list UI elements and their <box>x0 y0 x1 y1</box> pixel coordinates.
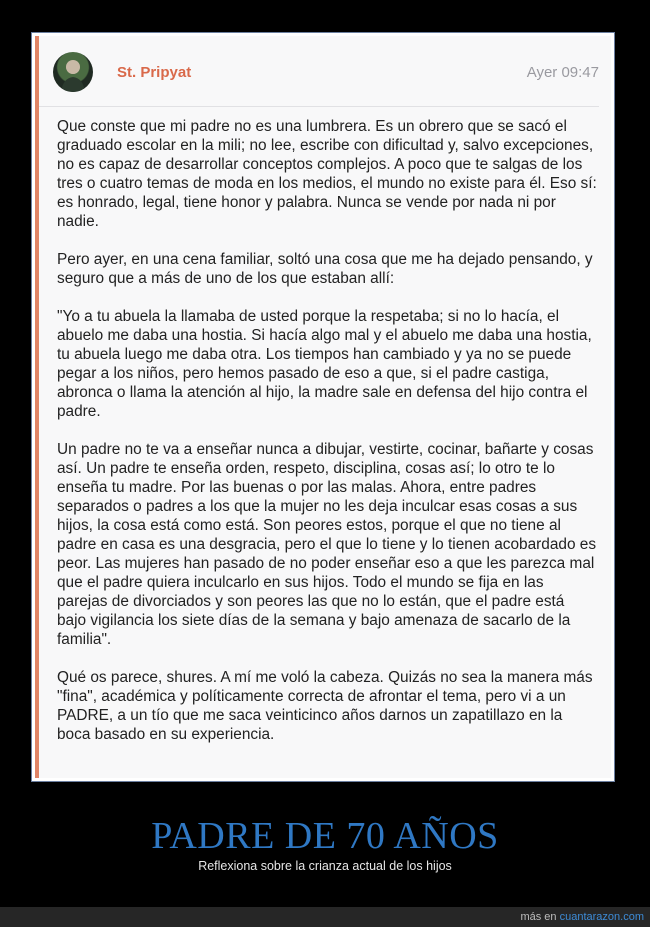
post-paragraph: Qué os parece, shures. A mí me voló la cabeza. Quizás no sea la manera más "fina", académica y políticamente correcta de afrontar el tema, pero vi a un PADRE, a un tío que me saca veinticinco años darnos un zapatillazo en la boca basado en su experiencia. <box>57 669 593 743</box>
site-footer <box>0 907 650 927</box>
site-link[interactable]: cuantarazon.com <box>559 911 644 923</box>
avatar[interactable] <box>53 52 93 92</box>
user-avatar-icon <box>53 52 93 92</box>
screenshot-frame <box>31 32 615 782</box>
post-paragraph: Pero ayer, en una cena familiar, soltó una cosa que me ha dejado pensando, y seguro que a más de uno de los que estaban allí: <box>57 251 593 287</box>
post-author[interactable]: St. Pripyat <box>117 64 192 81</box>
footer-prefix: más en <box>520 911 557 923</box>
post-timestamp: Ayer 09:47 <box>526 64 599 81</box>
post-header <box>39 36 599 107</box>
forum-post <box>35 36 611 778</box>
post-paragraph: Un padre no te va a enseñar nunca a dibujar, vestirte, cocinar, bañarte y cosas así. Un padre te enseña orden, respeto, disciplina, cosas así; lo otro te lo enseña tu madre. Por las buenas o por las malas. Ahora, entre padres separados o padres a los que la mujer no les deja inculcar esas cosas a sus hijos, la cosa está como está. Son peores estos, porque el que no tiene al padre en casa es una desgracia, pero el que lo tiene y lo tienen acobardado es peor. Las mujeres han pasado de no poder enseñar eso a que les parezca mal que el padre quiera inculcarlo en sus hijos. Todo el mundo se fija en las parejas de divorciados y son peores las que no lo están, que el padre está bajo vigilancia los siete días de la semana y bajo amenaza de sacarlo de la familia". <box>57 441 597 648</box>
post-paragraph: "Yo a tu abuela la llamaba de usted porque la respetaba; si no lo hacía, el abuelo me daba una hostia. Si hacía algo mal y el abuelo me daba una hostia, tu abuela luego me daba otra. Los tiempos han cambiado y ya no se puede pegar a los niños, pero hemos pasado de eso a que, si el padre castiga, abronca o llama la atención al hijo, la madre sale en defensa del hijo contra el padre. <box>57 308 592 420</box>
post-body <box>57 117 597 763</box>
caption-subtitle: Reflexiona sobre la crianza actual de los hijos <box>198 859 452 873</box>
post-paragraph: Que conste que mi padre no es una lumbrera. Es un obrero que se sacó el graduado escolar en la mili; no lee, escribe con dificultad y, salvo excepciones, no es capaz de desarrollar conceptos complejos. A poco que te salgas de los tres o cuatro temas de moda en los medios, el mundo no existe para él. Eso sí: es honrado, legal, tiene honor y palabra. Nunca se vende por nada ni por nadie. <box>57 118 597 230</box>
caption-title: PADRE DE 70 AÑOS <box>151 815 499 857</box>
